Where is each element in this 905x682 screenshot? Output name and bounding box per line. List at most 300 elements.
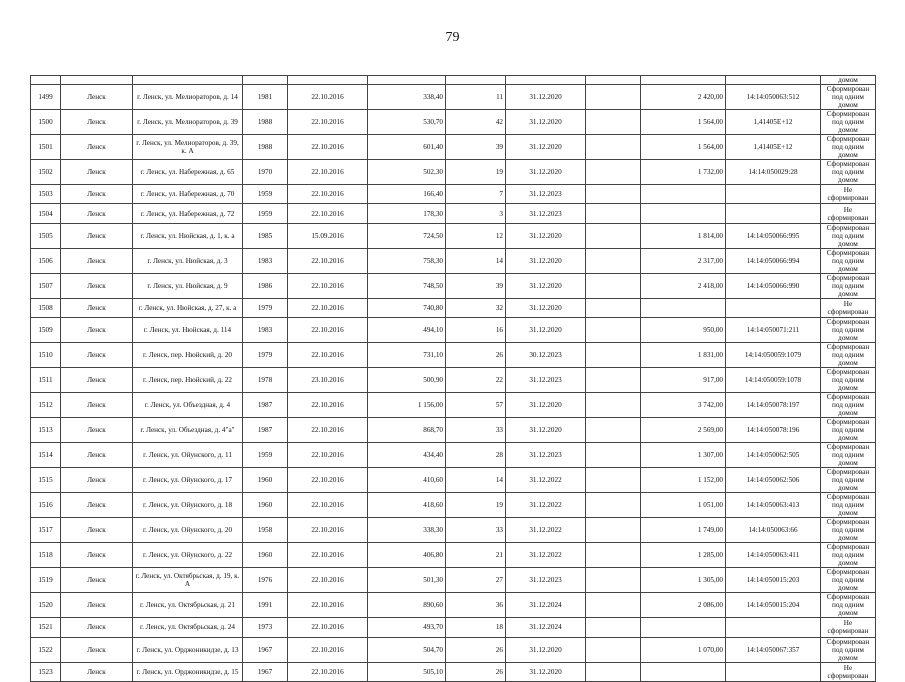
empty-cell [586, 468, 641, 493]
table-row [31, 368, 876, 393]
table-row [31, 223, 876, 248]
residents-cell: 39 [446, 273, 506, 298]
land-area-cell: 2 418,00 [641, 273, 726, 298]
build-year-cell: 1983 [243, 248, 288, 273]
residents-cell: 19 [446, 493, 506, 518]
locality-cell: Ленск [61, 204, 133, 223]
cadastral-number-cell: 14:14:050067:357 [726, 637, 821, 662]
area-cell: 530,70 [368, 110, 446, 135]
address-cell: г. Ленск, ул. Ойунского, д. 22 [133, 543, 243, 568]
build-year-cell: 1967 [243, 637, 288, 662]
land-area-cell [641, 618, 726, 637]
address-cell: г. Ленск, ул. Октябрьская, д. 21 [133, 593, 243, 618]
table-row [31, 273, 876, 298]
row-number-cell: 1505 [31, 223, 61, 248]
date-cell: 22.10.2016 [288, 518, 368, 543]
table-row [31, 543, 876, 568]
deadline-cell: 31.12.2023 [506, 443, 586, 468]
deadline-cell: 31.12.2024 [506, 618, 586, 637]
land-area-cell: 3 742,00 [641, 393, 726, 418]
build-year-cell: 1960 [243, 493, 288, 518]
empty-cell [586, 85, 641, 110]
table-row [31, 518, 876, 543]
build-year-cell: 1976 [243, 568, 288, 593]
row-number-cell: 1510 [31, 343, 61, 368]
empty-cell [586, 618, 641, 637]
locality-cell: Ленск [61, 493, 133, 518]
table-row [31, 343, 876, 368]
address-cell: г. Ленск, ул. Октябрьская, д. 24 [133, 618, 243, 637]
date-cell: 22.10.2016 [288, 618, 368, 637]
status-cell: Сформирован под одним домом [821, 443, 876, 468]
land-area-cell: 1 305,00 [641, 568, 726, 593]
date-cell: 22.10.2016 [288, 298, 368, 317]
build-year-cell: 1979 [243, 343, 288, 368]
date-cell: 22.10.2016 [288, 85, 368, 110]
residents-cell: 14 [446, 468, 506, 493]
cadastral-number-cell [726, 298, 821, 317]
cadastral-number-cell [726, 662, 821, 681]
status-cell: Не сформирован [821, 298, 876, 317]
table-row [31, 204, 876, 223]
table-row-continuation [31, 76, 876, 85]
residents-cell: 57 [446, 393, 506, 418]
area-cell: 758,30 [368, 248, 446, 273]
status-cell: Сформирован под одним домом [821, 248, 876, 273]
registry-table [30, 75, 876, 682]
row-number-cell: 1500 [31, 110, 61, 135]
deadline-cell: 31.12.2020 [506, 223, 586, 248]
address-cell: г. Ленск, ул. Орджоникидзе, д. 15 [133, 662, 243, 681]
table-row [31, 185, 876, 204]
row-number-cell: 1501 [31, 135, 61, 160]
build-year-cell: 1960 [243, 543, 288, 568]
area-cell: 501,30 [368, 568, 446, 593]
row-number-cell: 1516 [31, 493, 61, 518]
empty-cell [586, 637, 641, 662]
address-cell: г. Ленск, ул. Ойунского, д. 17 [133, 468, 243, 493]
area-cell: 410,60 [368, 468, 446, 493]
address-cell: г. Ленск, ул. Мелиораторов, д. 39 [133, 110, 243, 135]
area-cell: 601,40 [368, 135, 446, 160]
empty-cell [586, 593, 641, 618]
address-cell: г. Ленск, пер. Нюйский, д. 20 [133, 343, 243, 368]
cadastral-number-cell: 14:14:050029:28 [726, 160, 821, 185]
empty-cell [586, 248, 641, 273]
table-row [31, 568, 876, 593]
area-cell: 724,50 [368, 223, 446, 248]
address-cell: г. Ленск, ул. Нюйская, д. 1, к. а [133, 223, 243, 248]
locality-cell: Ленск [61, 543, 133, 568]
address-cell: г. Ленск, ул. Ойунского, д. 11 [133, 443, 243, 468]
land-area-cell: 1 307,00 [641, 443, 726, 468]
build-year-cell: 1960 [243, 468, 288, 493]
row-number-cell: 1521 [31, 618, 61, 637]
row-number-cell: 1515 [31, 468, 61, 493]
row-number-cell: 1519 [31, 568, 61, 593]
residents-cell: 26 [446, 662, 506, 681]
row-number-cell: 1507 [31, 273, 61, 298]
address-cell: г. Ленск, ул. Нюйская, д. 3 [133, 248, 243, 273]
date-cell: 22.10.2016 [288, 160, 368, 185]
address-cell: г. Ленск, ул. Ойунского, д. 18 [133, 493, 243, 518]
empty-cell [586, 393, 641, 418]
date-cell: 22.10.2016 [288, 204, 368, 223]
residents-cell: 19 [446, 160, 506, 185]
build-year-cell: 1959 [243, 204, 288, 223]
locality-cell: Ленск [61, 160, 133, 185]
area-cell: 494,10 [368, 318, 446, 343]
cadastral-number-cell: 14:14:050066:994 [726, 248, 821, 273]
build-year-cell: 1979 [243, 298, 288, 317]
area-cell: 740,80 [368, 298, 446, 317]
area-cell: 890,60 [368, 593, 446, 618]
empty-cell [586, 493, 641, 518]
cadastral-number-cell: 14:14:050078:196 [726, 418, 821, 443]
locality-cell: Ленск [61, 343, 133, 368]
table-row [31, 110, 876, 135]
address-cell: г. Ленск, ул. Объездная, д. 4 [133, 393, 243, 418]
address-cell: г. Ленск, ул. Орджоникидзе, д. 13 [133, 637, 243, 662]
residents-cell: 26 [446, 637, 506, 662]
empty-cell [586, 135, 641, 160]
empty-cell [586, 443, 641, 468]
status-cell: Сформирован под одним домом [821, 393, 876, 418]
cadastral-number-cell: 14:14:050063:413 [726, 493, 821, 518]
cadastral-number-cell: 14:14:050015:203 [726, 568, 821, 593]
locality-cell: Ленск [61, 518, 133, 543]
land-area-cell [641, 204, 726, 223]
empty-cell [586, 223, 641, 248]
cadastral-number-cell: 14:14:050066:990 [726, 273, 821, 298]
row-number-cell: 1504 [31, 204, 61, 223]
empty-cell [586, 160, 641, 185]
row-number-cell: 1518 [31, 543, 61, 568]
build-year-cell: 1991 [243, 593, 288, 618]
build-year-cell: 1986 [243, 273, 288, 298]
area-cell: 406,80 [368, 543, 446, 568]
address-cell: г. Ленск, ул. Нюйская, д. 27, к. а [133, 298, 243, 317]
deadline-cell: 31.12.2020 [506, 85, 586, 110]
residents-cell: 39 [446, 135, 506, 160]
residents-cell: 32 [446, 298, 506, 317]
date-cell: 22.10.2016 [288, 343, 368, 368]
residents-cell: 3 [446, 204, 506, 223]
deadline-cell: 31.12.2020 [506, 160, 586, 185]
deadline-cell: 31.12.2022 [506, 468, 586, 493]
status-cell: Сформирован под одним домом [821, 318, 876, 343]
table-row [31, 443, 876, 468]
empty-cell [586, 298, 641, 317]
address-cell: г. Ленск, ул. Набережная, д. 72 [133, 204, 243, 223]
date-cell: 22.10.2016 [288, 185, 368, 204]
residents-cell: 22 [446, 368, 506, 393]
empty-cell [586, 185, 641, 204]
residents-cell: 33 [446, 418, 506, 443]
build-year-cell: 1959 [243, 185, 288, 204]
cadastral-number-cell: 14:14:050059:1079 [726, 343, 821, 368]
cadastral-number-cell: 1,41405E+12 [726, 135, 821, 160]
land-area-cell [641, 298, 726, 317]
address-cell: г. Ленск, пер. Нюйский, д. 22 [133, 368, 243, 393]
build-year-cell: 1988 [243, 110, 288, 135]
deadline-cell: 31.12.2020 [506, 298, 586, 317]
table-row [31, 637, 876, 662]
build-year-cell: 1958 [243, 518, 288, 543]
date-cell: 15.09.2016 [288, 223, 368, 248]
table-row [31, 493, 876, 518]
area-cell: 338,40 [368, 85, 446, 110]
locality-cell: Ленск [61, 135, 133, 160]
area-cell: 418,60 [368, 493, 446, 518]
table-row [31, 618, 876, 637]
status-cell: Сформирован под одним домом [821, 223, 876, 248]
residents-cell: 36 [446, 593, 506, 618]
empty-cell [586, 110, 641, 135]
build-year-cell: 1983 [243, 318, 288, 343]
date-cell: 22.10.2016 [288, 418, 368, 443]
land-area-cell: 1 070,00 [641, 637, 726, 662]
date-cell: 22.10.2016 [288, 443, 368, 468]
locality-cell: Ленск [61, 85, 133, 110]
residents-cell: 33 [446, 518, 506, 543]
cadastral-number-cell [726, 204, 821, 223]
table-row [31, 468, 876, 493]
area-cell: 493,70 [368, 618, 446, 637]
locality-cell: Ленск [61, 637, 133, 662]
status-cell: Не сформирован [821, 662, 876, 681]
land-area-cell [641, 662, 726, 681]
date-cell: 22.10.2016 [288, 568, 368, 593]
residents-cell: 12 [446, 223, 506, 248]
locality-cell: Ленск [61, 248, 133, 273]
area-cell: 868,70 [368, 418, 446, 443]
table-row [31, 298, 876, 317]
row-number-cell: 1522 [31, 637, 61, 662]
locality-cell: Ленск [61, 223, 133, 248]
land-area-cell: 2 420,00 [641, 85, 726, 110]
area-cell: 1 156,00 [368, 393, 446, 418]
cadastral-number-cell: 14:14:050059:1078 [726, 368, 821, 393]
address-cell: г. Ленск, ул. Нюйская, д. 9 [133, 273, 243, 298]
row-number-cell: 1503 [31, 185, 61, 204]
table-body [31, 76, 876, 682]
deadline-cell: 31.12.2020 [506, 393, 586, 418]
area-cell: 500,90 [368, 368, 446, 393]
date-cell: 22.10.2016 [288, 318, 368, 343]
area-cell: 338,30 [368, 518, 446, 543]
deadline-cell: 31.12.2023 [506, 568, 586, 593]
locality-cell: Ленск [61, 568, 133, 593]
status-cell: Сформирован под одним домом [821, 343, 876, 368]
address-cell: г. Ленск, ул. Ойунского, д. 20 [133, 518, 243, 543]
row-number-cell: 1523 [31, 662, 61, 681]
land-area-cell: 950,00 [641, 318, 726, 343]
locality-cell: Ленск [61, 298, 133, 317]
locality-cell: Ленск [61, 593, 133, 618]
table-row [31, 160, 876, 185]
residents-cell: 14 [446, 248, 506, 273]
empty-cell [586, 543, 641, 568]
table-row [31, 248, 876, 273]
row-number-cell: 1508 [31, 298, 61, 317]
empty-cell [586, 343, 641, 368]
empty-cell [586, 662, 641, 681]
build-year-cell: 1978 [243, 368, 288, 393]
land-area-cell: 2 317,00 [641, 248, 726, 273]
row-number-cell: 1517 [31, 518, 61, 543]
land-area-cell: 1 749,00 [641, 518, 726, 543]
deadline-cell: 31.12.2020 [506, 318, 586, 343]
cadastral-number-cell [726, 185, 821, 204]
build-year-cell: 1981 [243, 85, 288, 110]
status-cell: Сформирован под одним домом [821, 493, 876, 518]
area-cell: 434,40 [368, 443, 446, 468]
cadastral-number-cell: 14:14:050063:66 [726, 518, 821, 543]
deadline-cell: 31.12.2020 [506, 637, 586, 662]
address-cell: г. Ленск, ул. Нюйская, д. 114 [133, 318, 243, 343]
cadastral-number-cell: 14:14:050078:197 [726, 393, 821, 418]
deadline-cell: 31.12.2024 [506, 593, 586, 618]
deadline-cell: 31.12.2020 [506, 248, 586, 273]
residents-cell: 11 [446, 85, 506, 110]
date-cell: 22.10.2016 [288, 543, 368, 568]
build-year-cell: 1987 [243, 393, 288, 418]
residents-cell: 26 [446, 343, 506, 368]
locality-cell: Ленск [61, 618, 133, 637]
date-cell: 22.10.2016 [288, 393, 368, 418]
date-cell: 22.10.2016 [288, 248, 368, 273]
land-area-cell: 1 732,00 [641, 160, 726, 185]
status-cell: Сформирован под одним домом [821, 110, 876, 135]
area-cell: 748,50 [368, 273, 446, 298]
row-number-cell: 1514 [31, 443, 61, 468]
residents-cell: 28 [446, 443, 506, 468]
land-area-cell: 2 569,00 [641, 418, 726, 443]
table-row [31, 418, 876, 443]
status-cell: Не сформирован [821, 204, 876, 223]
date-cell: 22.10.2016 [288, 637, 368, 662]
date-cell: 22.10.2016 [288, 593, 368, 618]
locality-cell: Ленск [61, 185, 133, 204]
status-cell: Не сформирован [821, 185, 876, 204]
empty-cell [586, 273, 641, 298]
status-cell: Сформирован под одним домом [821, 85, 876, 110]
date-cell: 22.10.2016 [288, 662, 368, 681]
empty-cell [586, 204, 641, 223]
status-cell: Сформирован под одним домом [821, 273, 876, 298]
table-row [31, 593, 876, 618]
cadastral-number-cell: 14:14:050063:512 [726, 85, 821, 110]
status-cell: домом [821, 76, 876, 85]
deadline-cell: 31.12.2020 [506, 110, 586, 135]
table-row [31, 393, 876, 418]
date-cell: 22.10.2016 [288, 468, 368, 493]
land-area-cell: 2 086,00 [641, 593, 726, 618]
deadline-cell: 31.12.2022 [506, 518, 586, 543]
table-row [31, 85, 876, 110]
row-number-cell: 1502 [31, 160, 61, 185]
deadline-cell: 31.12.2022 [506, 543, 586, 568]
status-cell: Не сформирован [821, 618, 876, 637]
residents-cell: 7 [446, 185, 506, 204]
deadline-cell: 30.12.2023 [506, 343, 586, 368]
deadline-cell: 31.12.2020 [506, 418, 586, 443]
land-area-cell: 1 152,00 [641, 468, 726, 493]
build-year-cell: 1973 [243, 618, 288, 637]
address-cell: г. Ленск, ул. Набережная, д. 70 [133, 185, 243, 204]
table-row [31, 662, 876, 681]
row-number-cell: 1511 [31, 368, 61, 393]
empty-cell [586, 418, 641, 443]
date-cell: 22.10.2016 [288, 273, 368, 298]
area-cell: 504,70 [368, 637, 446, 662]
deadline-cell: 31.12.2023 [506, 368, 586, 393]
locality-cell: Ленск [61, 318, 133, 343]
residents-cell: 21 [446, 543, 506, 568]
area-cell: 505,10 [368, 662, 446, 681]
locality-cell: Ленск [61, 662, 133, 681]
deadline-cell: 31.12.2020 [506, 135, 586, 160]
date-cell: 22.10.2016 [288, 110, 368, 135]
address-cell: г. Ленск, ул. Мелиораторов, д. 14 [133, 85, 243, 110]
build-year-cell: 1959 [243, 443, 288, 468]
locality-cell: Ленск [61, 468, 133, 493]
status-cell: Сформирован под одним домом [821, 637, 876, 662]
date-cell: 23.10.2016 [288, 368, 368, 393]
cadastral-number-cell [726, 618, 821, 637]
status-cell: Сформирован под одним домом [821, 418, 876, 443]
row-number-cell: 1506 [31, 248, 61, 273]
locality-cell: Ленск [61, 110, 133, 135]
page-number: 79 [445, 30, 460, 45]
empty-cell [586, 568, 641, 593]
status-cell: Сформирован под одним домом [821, 568, 876, 593]
row-number-cell: 1499 [31, 85, 61, 110]
land-area-cell: 1 564,00 [641, 135, 726, 160]
deadline-cell: 31.12.2022 [506, 493, 586, 518]
cadastral-number-cell: 1,41405E+12 [726, 110, 821, 135]
residents-cell: 27 [446, 568, 506, 593]
locality-cell: Ленск [61, 418, 133, 443]
area-cell: 166,40 [368, 185, 446, 204]
status-cell: Сформирован под одним домом [821, 160, 876, 185]
build-year-cell: 1970 [243, 160, 288, 185]
status-cell: Сформирован под одним домом [821, 468, 876, 493]
land-area-cell: 1 814,00 [641, 223, 726, 248]
build-year-cell: 1985 [243, 223, 288, 248]
row-number-cell: 1509 [31, 318, 61, 343]
row-number-cell: 1512 [31, 393, 61, 418]
status-cell: Сформирован под одним домом [821, 368, 876, 393]
status-cell: Сформирован под одним домом [821, 135, 876, 160]
row-number-cell: 1513 [31, 418, 61, 443]
row-number-cell: 1520 [31, 593, 61, 618]
locality-cell: Ленск [61, 443, 133, 468]
area-cell: 502,30 [368, 160, 446, 185]
table-row [31, 135, 876, 160]
build-year-cell: 1987 [243, 418, 288, 443]
cadastral-number-cell: 14:14:050015:204 [726, 593, 821, 618]
area-cell: 731,10 [368, 343, 446, 368]
status-cell: Сформирован под одним домом [821, 518, 876, 543]
status-cell: Сформирован под одним домом [821, 543, 876, 568]
address-cell: г. Ленск, ул. Октябрьская, д. 19, к. А [133, 568, 243, 593]
empty-cell [586, 318, 641, 343]
status-cell: Сформирован под одним домом [821, 593, 876, 618]
deadline-cell: 31.12.2023 [506, 185, 586, 204]
residents-cell: 18 [446, 618, 506, 637]
